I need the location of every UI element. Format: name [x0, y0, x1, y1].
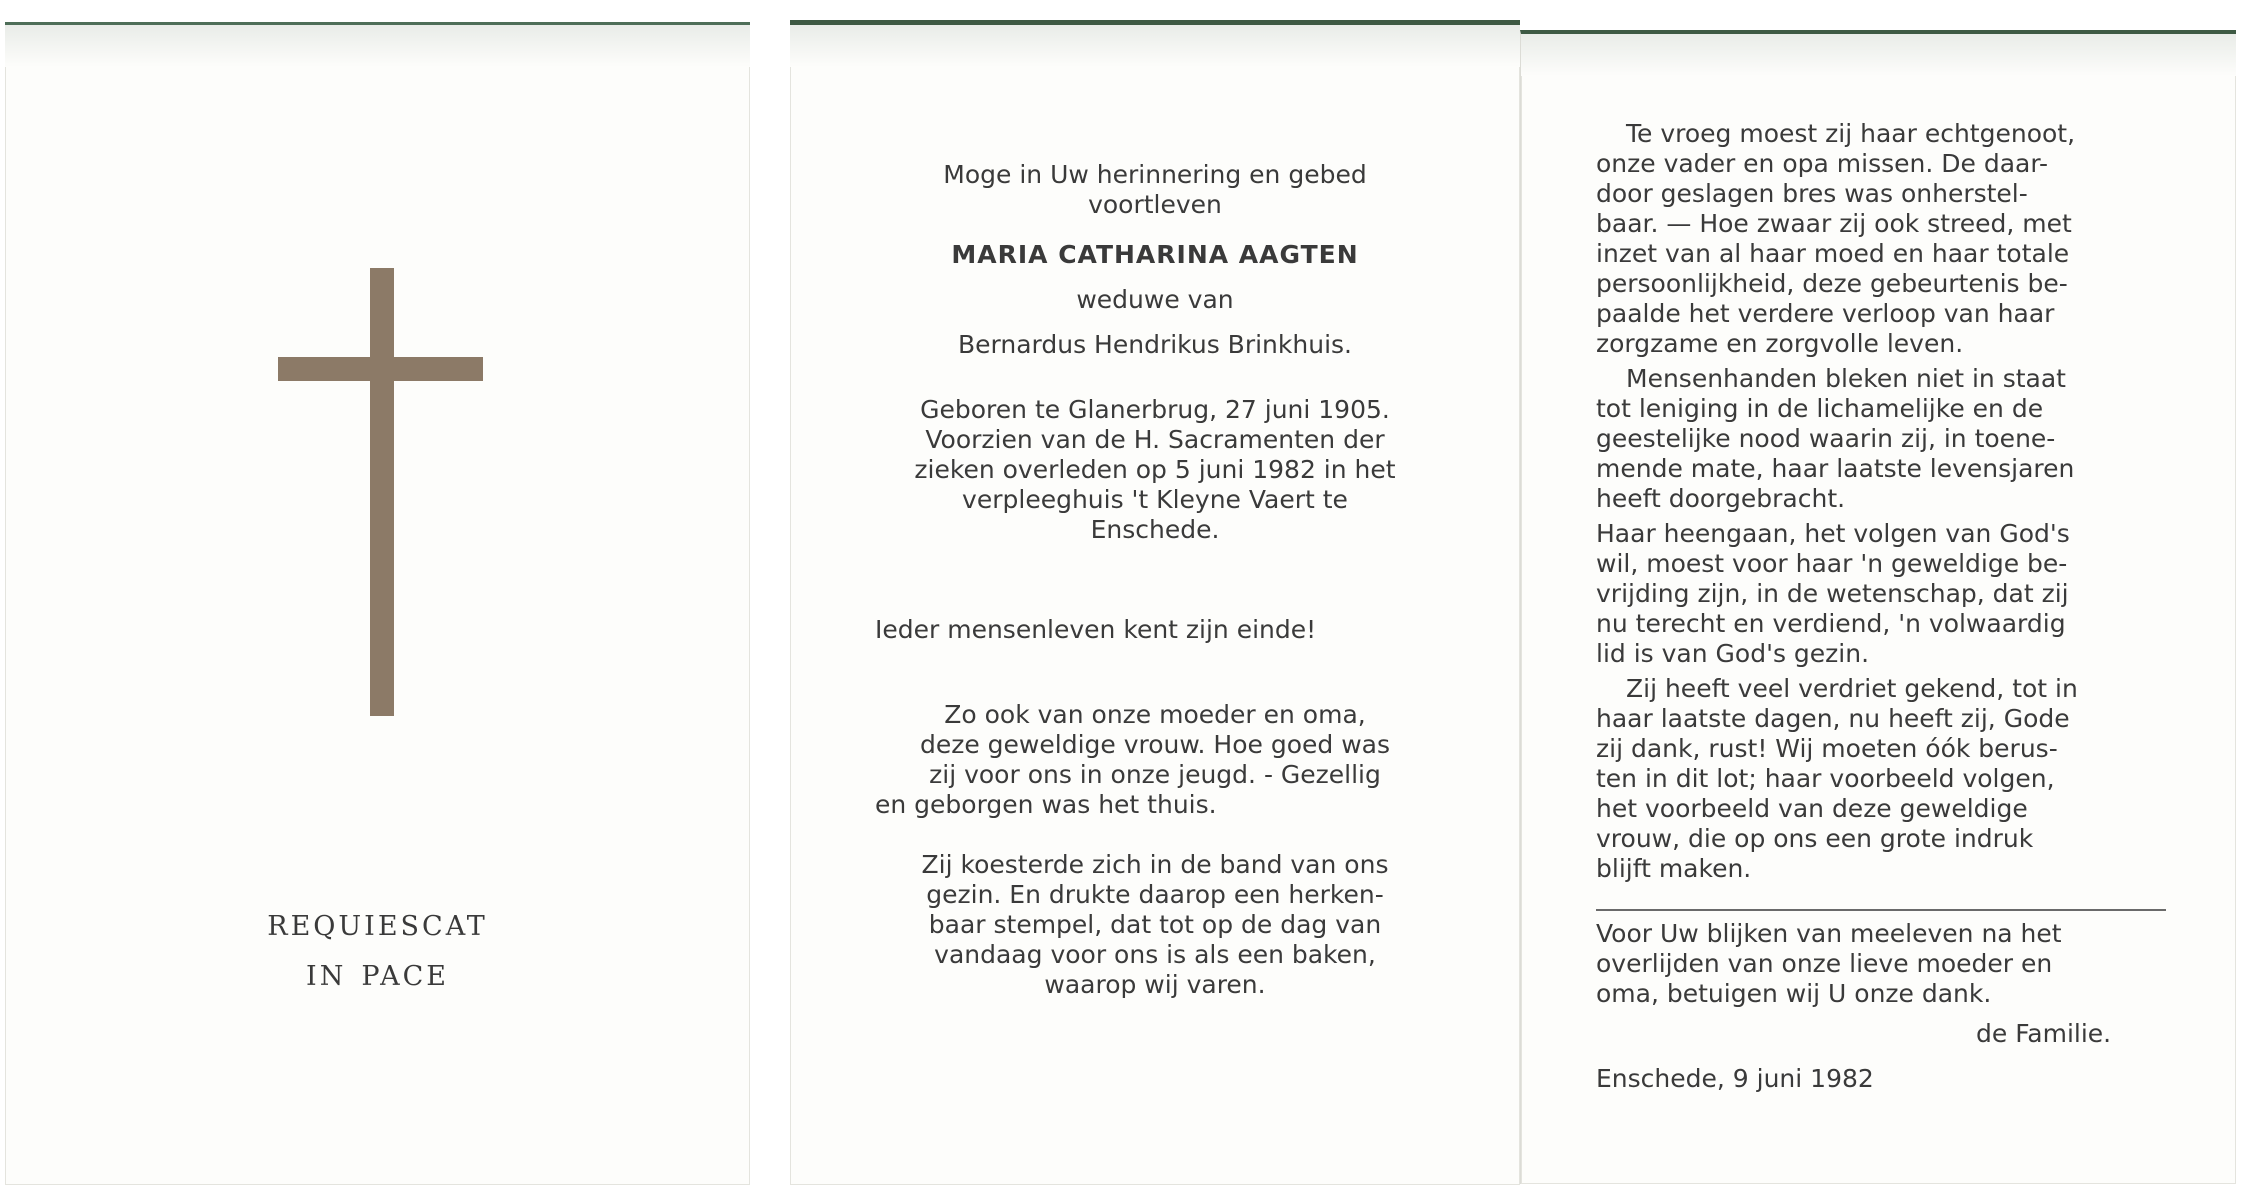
para2-line: geestelijke nood waarin zij, in toene- — [1596, 424, 2056, 453]
husband-name: Bernardus Hendrikus Brinkhuis. — [957, 330, 1352, 359]
para1-line: Zo ook van onze moeder en oma, — [944, 700, 1366, 729]
para2-line: vandaag voor ons is als een baken, — [934, 940, 1376, 969]
birth-death-line: zieken overleden op 5 juni 1982 in het — [914, 455, 1396, 484]
inner-left-page — [790, 20, 1520, 1185]
para3-line: nu terecht en verdiend, 'n volwaardig — [1596, 609, 2066, 638]
widow-of: weduwe van — [1076, 285, 1234, 314]
cross-icon-bar — [278, 357, 483, 381]
inner-right-page — [1520, 30, 2236, 1184]
para3-line: wil, moest voor haar 'n geweldige be- — [1596, 549, 2068, 578]
para3-line: Haar heengaan, het volgen van God's — [1596, 519, 2070, 548]
para1-line: door geslagen bres was onherstel- — [1596, 179, 2028, 208]
para1-line: Te vroeg moest zij haar echtgenoot, — [1626, 119, 2076, 148]
card-crease — [5, 25, 750, 67]
para3-line: vrijding zijn, in de wetenschap, dat zij — [1596, 579, 2069, 608]
requiescat-line2: in pace — [306, 950, 449, 994]
place-date: Enschede, 9 juni 1982 — [1596, 1064, 1874, 1093]
birth-death-line: Voorzien van de H. Sacramenten der — [925, 425, 1385, 454]
para2-line: waarop wij varen. — [1044, 970, 1266, 999]
card-crease — [790, 25, 1520, 67]
intro-line2: voortleven — [1088, 190, 1222, 219]
thanks-line: Voor Uw blijken van meeleven na het — [1596, 919, 2062, 948]
birth-death-line: Enschede. — [1090, 515, 1220, 544]
requiescat-line1: requiescat — [267, 900, 488, 944]
motto: Ieder mensenleven kent zijn einde! — [875, 615, 1317, 644]
thanks-line: overlijden van onze lieve moeder en — [1596, 949, 2053, 978]
signature: de Familie. — [1976, 1019, 2112, 1048]
para4-line: het voorbeeld van deze geweldige — [1596, 794, 2028, 823]
para1-line: inzet van al haar moed en haar totale — [1596, 239, 2070, 268]
divider — [1596, 909, 2166, 911]
birth-death-line: verpleeghuis 't Kleyne Vaert te — [962, 485, 1348, 514]
para4-line: ten in dit lot; haar voorbeeld volgen, — [1596, 764, 2055, 793]
deceased-name: MARIA CATHARINA AAGTEN — [951, 240, 1359, 269]
front-card — [5, 22, 750, 1185]
para2-line: gezin. En drukte daarop een herken- — [926, 880, 1384, 909]
para4-line: Zij heeft veel verdriet gekend, tot in — [1626, 674, 2078, 703]
para1-line: paalde het verdere verloop van haar — [1596, 299, 2055, 328]
thanks-line: oma, betuigen wij U onze dank. — [1596, 979, 1992, 1008]
para1-line: zij voor ons in onze jeugd. - Gezellig — [929, 760, 1381, 789]
intro-line1: Moge in Uw herinnering en gebed — [943, 160, 1367, 189]
para4-line: zij dank, rust! Wij moeten óók berus- — [1596, 734, 2058, 763]
para4-line: vrouw, die op ons een grote indruk — [1596, 824, 2034, 853]
card-crease — [1521, 34, 2236, 76]
para1-line: en geborgen was het thuis. — [875, 790, 1217, 819]
para2-line: Zij koesterde zich in de band van ons — [921, 850, 1389, 879]
cross-icon — [370, 268, 394, 716]
para2-line: baar stempel, dat tot op de dag van — [928, 910, 1382, 939]
para4-line: haar laatste dagen, nu heeft zij, Gode — [1596, 704, 2070, 733]
para2-line: tot leniging in de lichamelijke en de — [1596, 394, 2044, 423]
birth-death-line: Geboren te Glanerbrug, 27 juni 1905. — [920, 395, 1390, 424]
para2-line: heeft doorgebracht. — [1596, 484, 1846, 513]
para1-line: deze geweldige vrouw. Hoe goed was — [919, 730, 1391, 759]
para2-line: mende mate, haar laatste levensjaren — [1596, 454, 2075, 483]
para2-line: Mensenhanden bleken niet in staat — [1626, 364, 2066, 393]
para1-line: persoonlijkheid, deze gebeurtenis be- — [1596, 269, 2068, 298]
para1-line: zorgzame en zorgvolle leven. — [1596, 329, 1964, 358]
para4-line: blijft maken. — [1596, 854, 1752, 883]
para1-line: baar. — Hoe zwaar zij ook streed, met — [1596, 209, 2072, 238]
para3-line: lid is van God's gezin. — [1596, 639, 1870, 668]
para1-line: onze vader en opa missen. De daar- — [1596, 149, 2049, 178]
